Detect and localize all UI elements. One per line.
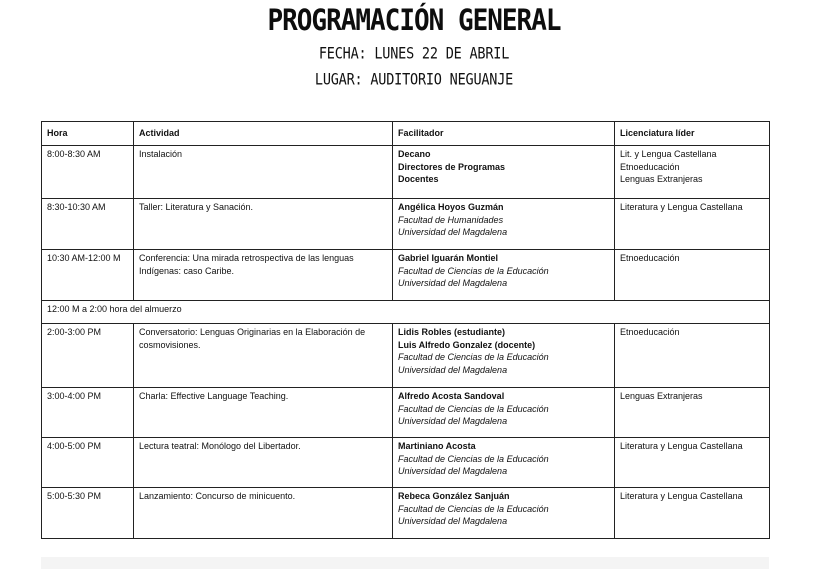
cell-licenciatura: Literatura y Lengua Castellana xyxy=(615,199,770,250)
facilitador-affiliation: Universidad del Magdalena xyxy=(398,416,508,426)
facilitador-affiliation: Universidad del Magdalena xyxy=(398,466,508,476)
facilitador-name: Gabriel Iguarán Montiel xyxy=(398,253,499,263)
facilitador-name: Lidis Robles (estudiante) xyxy=(398,327,506,337)
event-venue: LUGAR: AUDITORIO NEGUANJE xyxy=(314,70,514,90)
table-header-row xyxy=(42,122,770,146)
cell-hora: 8:00-8:30 AM xyxy=(42,146,134,199)
cell-licenciatura: Lenguas Extranjeras xyxy=(615,388,770,438)
table-row xyxy=(42,488,770,539)
facilitador-affiliation: Facultad de Ciencias de la Educación xyxy=(398,352,549,362)
cell-hora: 4:00-5:00 PM xyxy=(42,438,134,488)
cell-hora: 5:00-5:30 PM xyxy=(42,488,134,539)
cell-hora: 3:00-4:00 PM xyxy=(42,388,134,438)
col-facilitador: Facilitador xyxy=(393,122,615,146)
facilitador-affiliation: Facultad de Ciencias de la Educación xyxy=(398,265,549,276)
col-licenciatura: Licenciatura líder xyxy=(615,122,770,146)
cell-facilitador xyxy=(393,250,615,301)
cell-hora: 2:00-3:00 PM xyxy=(42,324,134,388)
cell-facilitador xyxy=(393,438,615,488)
cell-licenciatura: Literatura y Lengua Castellana xyxy=(615,488,770,539)
cell-hora: 8:30-10:30 AM xyxy=(42,199,134,250)
facilitador-affiliation: Universidad del Magdalena xyxy=(398,516,508,526)
table-row xyxy=(42,438,770,488)
cell-actividad: Conversatorio: Lenguas Originarias en la Elaboración de cosmovisiones. xyxy=(134,324,393,388)
table-row xyxy=(42,324,770,388)
licenciatura-item: Lenguas Extranjeras xyxy=(620,174,703,184)
facilitador-name: Directores de Programas xyxy=(398,161,506,172)
schedule-table xyxy=(41,121,770,539)
facilitador-affiliation: Facultad de Ciencias de la Educación xyxy=(398,503,549,514)
cell-facilitador xyxy=(393,146,615,199)
facilitador-name: Decano xyxy=(398,149,431,159)
cell-facilitador xyxy=(393,388,615,438)
page-bottom-shade xyxy=(41,557,769,569)
lunch-row xyxy=(42,301,770,324)
cell-hora: 10:30 AM-12:00 M xyxy=(42,250,134,301)
cell-actividad: Charla: Effective Language Teaching. xyxy=(134,388,393,438)
facilitador-name: Rebeca González Sanjuán xyxy=(398,491,510,501)
cell-licenciatura: Etnoeducación xyxy=(615,250,770,301)
facilitador-affiliation: Facultad de Ciencias de la Educación xyxy=(398,453,549,464)
page-title: PROGRAMACIÓN GENERAL xyxy=(267,4,561,38)
facilitador-affiliation: Facultad de Humanidades xyxy=(398,214,504,225)
licenciatura-item: Etnoeducación xyxy=(620,161,680,172)
facilitador-affiliation: Universidad del Magdalena xyxy=(398,364,508,375)
cell-actividad: Lectura teatral: Monólogo del Libertador. xyxy=(134,438,393,488)
facilitador-affiliation: Facultad de Ciencias de la Educación xyxy=(398,403,549,414)
cell-actividad: Taller: Literatura y Sanación. xyxy=(134,199,393,250)
cell-licenciatura: Etnoeducación xyxy=(615,324,770,388)
table-row xyxy=(42,388,770,438)
cell-facilitador xyxy=(393,324,615,388)
cell-licenciatura xyxy=(615,146,770,199)
table-row xyxy=(42,146,770,199)
col-hora: Hora xyxy=(42,122,134,146)
facilitador-name: Alfredo Acosta Sandoval xyxy=(398,391,505,401)
event-date: FECHA: LUNES 22 DE ABRIL xyxy=(318,44,510,64)
cell-actividad: Instalación xyxy=(134,146,393,199)
cell-licenciatura: Literatura y Lengua Castellana xyxy=(615,438,770,488)
facilitador-affiliation: Universidad del Magdalena xyxy=(398,227,508,237)
cell-facilitador xyxy=(393,199,615,250)
lunch-break: 12:00 M a 2:00 hora del almuerzo xyxy=(42,301,770,324)
cell-actividad: Lanzamiento: Concurso de minicuento. xyxy=(134,488,393,539)
facilitador-name: Luis Alfredo Gonzalez (docente) xyxy=(398,339,536,350)
cell-facilitador xyxy=(393,488,615,539)
licenciatura-item: Lit. y Lengua Castellana xyxy=(620,149,717,159)
facilitador-name: Angélica Hoyos Guzmán xyxy=(398,202,504,212)
facilitador-name: Martiniano Acosta xyxy=(398,441,476,451)
cell-actividad: Conferencia: Una mirada retrospectiva de las lenguas Indígenas: caso Caribe. xyxy=(134,250,393,301)
col-actividad: Actividad xyxy=(134,122,393,146)
facilitador-affiliation: Universidad del Magdalena xyxy=(398,278,508,288)
table-row xyxy=(42,199,770,250)
facilitador-name: Docentes xyxy=(398,174,439,184)
table-row xyxy=(42,250,770,301)
